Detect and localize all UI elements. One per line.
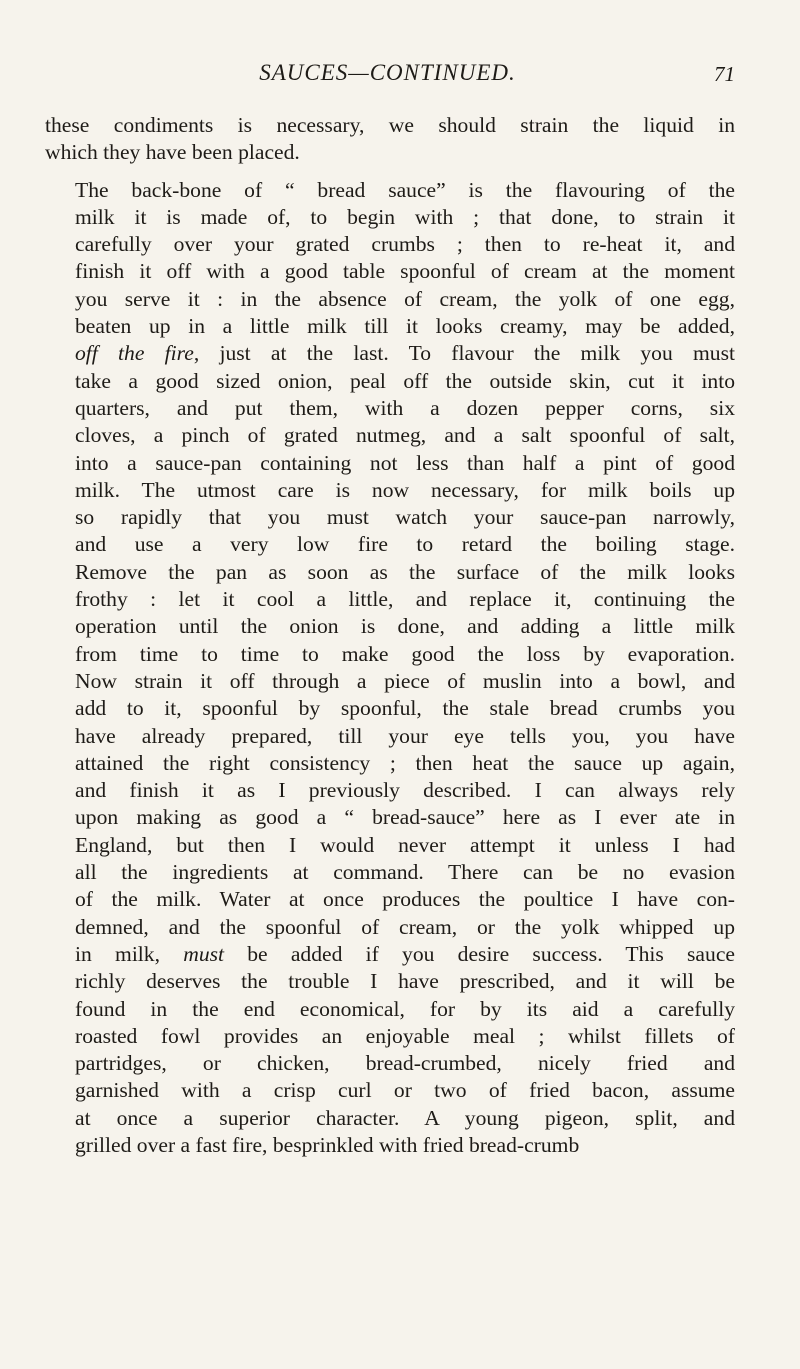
text-line: cloves, a pinch of grated nutmeg, and a salt spoonful of salt, — [75, 423, 735, 448]
paragraph — [45, 177, 735, 1160]
text-line: garnished with a crisp curl or two of fried bacon, assume — [75, 1078, 735, 1103]
text-line: finish it off with a good table spoonful of cream at the moment — [75, 259, 735, 284]
running-head: SAUCES—CONTINUED. — [259, 60, 516, 85]
text-line: demned, and the spoonful of cream, or the yolk whipped up — [75, 914, 735, 939]
paragraph — [45, 112, 735, 167]
text-line: richly deserves the trouble I have prescribed, and it will be — [75, 969, 735, 994]
text-line: all the ingredients at command. There can be no evasion — [75, 860, 735, 885]
text-line: add to it, spoonful by spoonful, the stale bread crumbs you — [75, 696, 735, 721]
text-line: have already prepared, till your eye tells you, you have — [75, 723, 735, 748]
text-line: into a sauce-pan containing not less than half a pint of good — [75, 450, 735, 475]
text-line: carefully over your grated crumbs ; then to re-heat it, and — [75, 232, 735, 257]
text-line: these condiments is necessary, we should strain the liquid in — [45, 113, 735, 137]
page-number: 71 — [714, 62, 735, 86]
text-line: and finish it as I previously described. I can always rely — [75, 778, 735, 803]
text-line: take a good sized onion, peal off the outside skin, cut it into — [75, 368, 735, 393]
body-text — [45, 112, 735, 1159]
text-line: attained the right consistency ; then heat the sauce up again, — [75, 750, 735, 775]
text-line: roasted fowl provides an enjoyable meal ; whilst fillets of — [75, 1023, 735, 1048]
text-line: quarters, and put them, with a dozen pepper corns, six — [75, 395, 735, 420]
text-line: milk it is made of, to begin with ; that done, to strain it — [75, 204, 735, 229]
text-line: which they have been placed. — [45, 140, 300, 165]
text-line: and use a very low fire to retard the boiling stage. — [75, 532, 735, 557]
text-line: England, but then I would never attempt it unless I had — [75, 832, 735, 857]
text-line: you serve it : in the absence of cream, the yolk of one egg, — [75, 286, 735, 311]
text-line: upon making as good a “ bread-sauce” here as I ever ate in — [75, 805, 735, 830]
text-line: in milk, must be added if you desire success. This sauce — [75, 941, 735, 966]
text-line: so rapidly that you must watch your sauce-pan narrowly, — [75, 505, 735, 530]
text-line: partridges, or chicken, bread-crumbed, nicely fried and — [75, 1051, 735, 1076]
text-line: Remove the pan as soon as the surface of the milk looks — [75, 559, 735, 584]
text-line: at once a superior character. A young pigeon, split, and — [75, 1105, 735, 1130]
text-line: milk. The utmost care is now necessary, for milk boils up — [75, 477, 735, 502]
text-line: operation until the onion is done, and adding a little milk — [75, 614, 735, 639]
text-line: beaten up in a little milk till it looks creamy, may be added, — [75, 314, 735, 339]
text-line: The back-bone of “ bread sauce” is the flavouring of the — [75, 177, 735, 202]
text-line: found in the end economical, for by its aid a carefully — [75, 996, 735, 1021]
text-line: grilled over a fast fire, besprinkled with fried bread-crumb — [75, 1132, 580, 1157]
text-line: Now strain it off through a piece of muslin into a bowl, and — [75, 668, 735, 693]
text-line: of the milk. Water at once produces the poultice I have con- — [75, 887, 735, 912]
text-line: frothy : let it cool a little, and replace it, continuing the — [75, 587, 735, 612]
text-line: off the fire, just at the last. To flavour the milk you must — [75, 341, 735, 366]
page-header — [40, 60, 735, 90]
text-line: from time to time to make good the loss by evaporation. — [75, 641, 735, 666]
